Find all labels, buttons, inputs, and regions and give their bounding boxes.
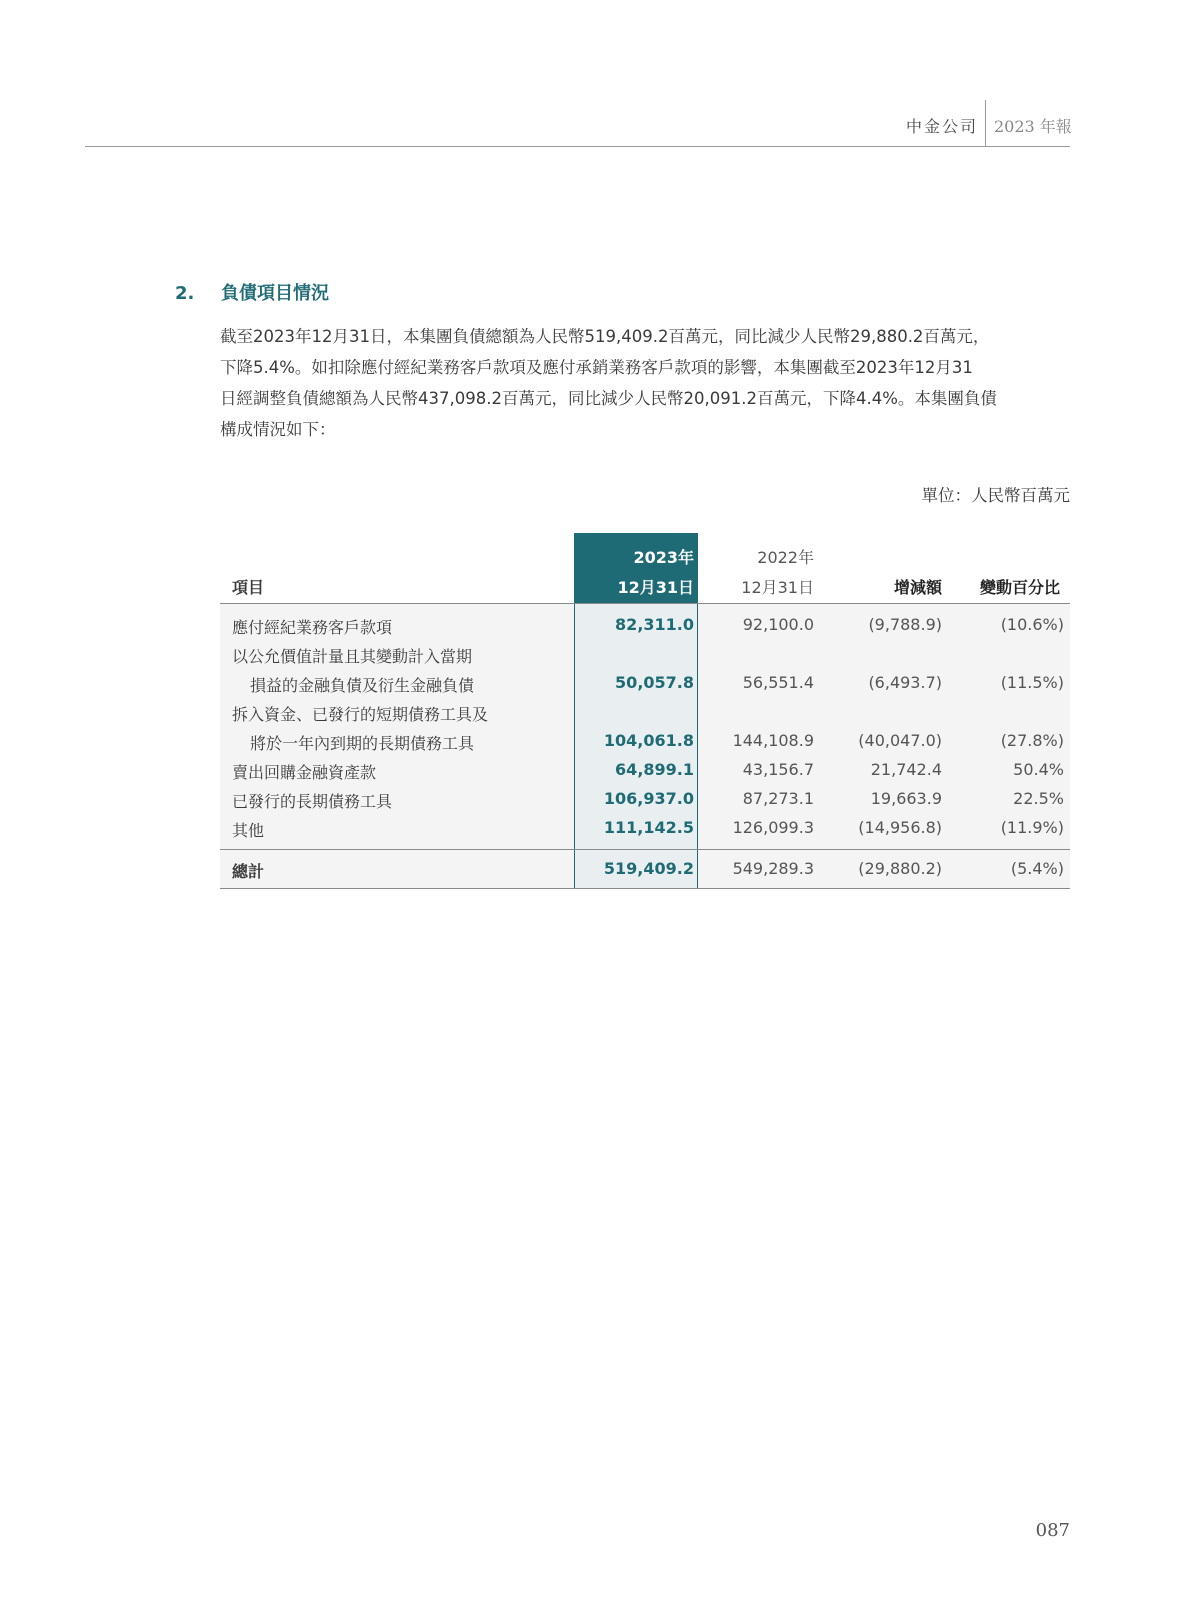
section-number: 2. <box>175 283 195 304</box>
table-cell-2022: 87,273.1 <box>742 789 814 808</box>
intro-paragraph <box>220 321 1070 445</box>
unit-note: 單位：人民幣百萬元 <box>921 486 1070 505</box>
section-heading: 負債項目情況 <box>221 283 329 304</box>
header-item: 項目 <box>232 578 265 597</box>
company-name: 中金公司 <box>905 117 978 136</box>
header-divider <box>985 100 986 146</box>
table-cell-2023: 111,142.5 <box>603 818 694 837</box>
table-cell-change: (6,493.7) <box>868 673 942 692</box>
table-cell-2023: 106,937.0 <box>603 789 694 808</box>
page-number: 087 <box>1035 1520 1070 1541</box>
table-cell-2023: 50,057.8 <box>615 673 694 692</box>
table-cell-2023: 64,899.1 <box>615 760 694 779</box>
total-change: (29,880.2) <box>858 859 942 878</box>
table-cell-change: 21,742.4 <box>870 760 942 779</box>
table-cell-change: (40,047.0) <box>858 731 942 750</box>
table-cell-change: (14,956.8) <box>858 818 942 837</box>
table-cell-pct: (27.8%) <box>1000 731 1064 750</box>
table-cell-pct: (11.5%) <box>1000 673 1064 692</box>
header-rule <box>220 603 1070 604</box>
table-cell-pct: (10.6%) <box>1000 615 1064 634</box>
report-title: 2023 年報 <box>994 117 1072 136</box>
total-2022: 549,289.3 <box>732 859 814 878</box>
paragraph-line: 日經調整負債總額為人民幣437,098.2百萬元，同比減少人民幣20,091.2百萬元，下降4.4%。本集團負債 <box>220 389 997 408</box>
total-2023: 519,409.2 <box>603 859 694 878</box>
header-2023-year: 2023年 <box>633 548 694 567</box>
header-change: 增減額 <box>893 578 942 597</box>
header-2023-date: 12月31日 <box>617 578 694 597</box>
table-cell-2022: 56,551.4 <box>742 673 814 692</box>
bottom-rule <box>220 888 1070 889</box>
paragraph-line: 構成情況如下： <box>220 420 336 439</box>
page-header <box>0 100 1190 148</box>
table-cell-2022: 126,099.3 <box>732 818 814 837</box>
paragraph-line: 截至2023年12月31日，本集團負債總額為人民幣519,409.2百萬元，同比減少人民幣29,880.2百萬元， <box>220 327 990 346</box>
row-label: 損益的金融負債及衍生金融負債 <box>250 676 475 695</box>
table-cell-change: 19,663.9 <box>870 789 942 808</box>
row-label: 將於一年內到期的長期債務工具 <box>250 734 475 753</box>
total-label: 總計 <box>232 862 265 881</box>
table-cell-2023: 104,061.8 <box>603 731 694 750</box>
header-pct: 變動百分比 <box>979 578 1060 597</box>
table-cell-pct: 50.4% <box>1013 760 1064 779</box>
row-label: 拆入資金、已發行的短期債務工具及 <box>232 705 489 724</box>
table-cell-2022: 43,156.7 <box>742 760 814 779</box>
row-label: 其他 <box>232 821 265 840</box>
table-cell-2023: 82,311.0 <box>615 615 694 634</box>
liabilities-table <box>220 533 1070 889</box>
header-2022-date: 12月31日 <box>741 578 814 597</box>
row-label: 應付經紀業務客戶款項 <box>232 618 393 637</box>
table-cell-2022: 92,100.0 <box>742 615 814 634</box>
row-label: 以公允價值計量且其變動計入當期 <box>232 647 473 666</box>
paragraph-line: 下降5.4%。如扣除應付經紀業務客戶款項及應付承銷業務客戶款項的影響，本集團截至2023年12月31 <box>220 358 973 377</box>
table-cell-2022: 144,108.9 <box>732 731 814 750</box>
table-cell-change: (9,788.9) <box>868 615 942 634</box>
table-cell-pct: 22.5% <box>1013 789 1064 808</box>
section-title <box>175 279 329 305</box>
table-cell-pct: (11.9%) <box>1000 818 1064 837</box>
header-2022-year: 2022年 <box>757 548 814 567</box>
row-label: 已發行的長期債務工具 <box>232 792 393 811</box>
row-label: 賣出回購金融資產款 <box>232 763 377 782</box>
total-pct: (5.4%) <box>1010 859 1064 878</box>
total-rule <box>220 849 1070 850</box>
header-rule <box>85 146 1070 147</box>
